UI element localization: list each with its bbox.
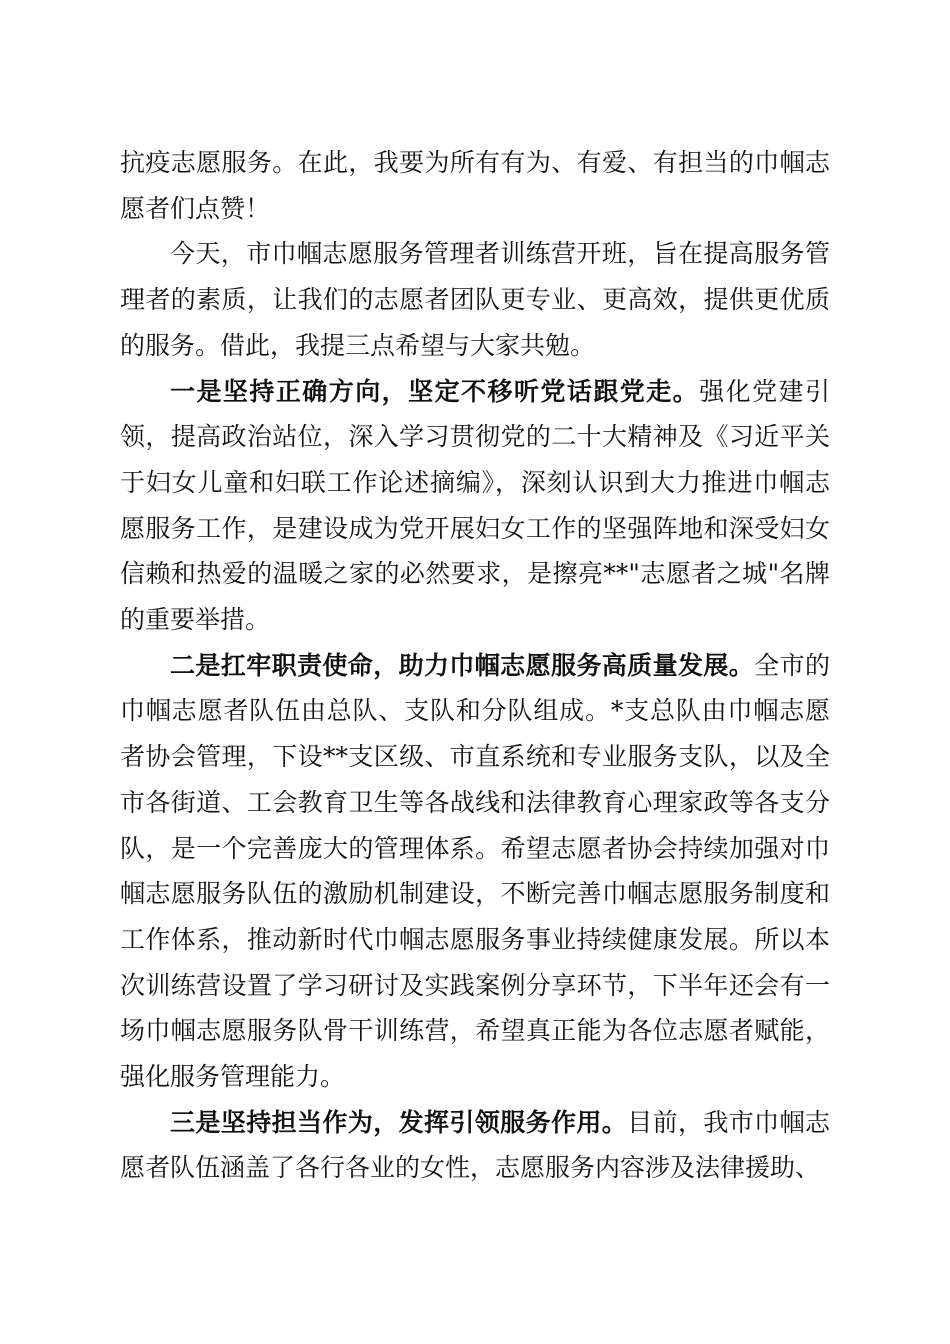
- paragraph-5-text: 目前，我市巾帼志愿者队伍涵盖了各行各业的女性，志愿服务内容涉及法律援助、: [120, 1107, 830, 1183]
- paragraph-5: [120, 1100, 830, 1191]
- paragraph-4-text: 全市的巾帼志愿者队伍由总队、支队和分队组成。*支总队由巾帼志愿者协会管理，下设**支区级、市直系统和专业服务支队，以及全市各街道、工会教育卫生等各战线和法律教育心理家政等各支分队，是一个完善庞大的管理体系。希望志愿者协会持续加强对巾帼志愿服务队伍的激励机制建设，不断完善巾帼志愿服务制度和工作体系，推动新时代巾帼志愿服务事业持续健康发展。所以本次训练营设置了学习研讨及实践案例分享环节，下半年还会有一场巾帼志愿服务队骨干训练营，希望真正能为各位志愿者赋能，强化服务管理能力。: [120, 650, 830, 1092]
- paragraph-1-text: 抗疫志愿服务。在此，我要为所有有为、有爱、有担当的巾帼志愿者们点赞！: [120, 148, 830, 223]
- paragraph-5-lead: 三是坚持担当作为，发挥引领服务作用。: [170, 1107, 628, 1137]
- paragraph-1: [120, 140, 830, 231]
- paragraph-4-lead: 二是扛牢职责使命，助力巾帼志愿服务高质量发展。: [170, 650, 755, 680]
- paragraph-3-text: 强化党建引领，提高政治站位，深入学习贯彻党的二十大精神及《习近平关于妇女儿童和妇联工作论述摘编》，深刻认识到大力推进巾帼志愿服务工作，是建设成为党开展妇女工作的坚强阵地和深受妇女信赖和热爱的温暖之家的必然要求，是擦亮**"志愿者之城"名牌的重要举措。: [120, 376, 830, 635]
- paragraph-3: [120, 369, 830, 643]
- document-body: [120, 140, 830, 1191]
- paragraph-2: [120, 231, 830, 368]
- paragraph-3-lead: 一是坚持正确方向，坚定不移听党话跟党走。: [170, 376, 700, 406]
- paragraph-2-text: 今天，市巾帼志愿服务管理者训练营开班，旨在提高服务管理者的素质，让我们的志愿者团队更专业、更高效，提供更优质的服务。借此，我提三点希望与大家共勉。: [120, 239, 830, 360]
- paragraph-4: [120, 643, 830, 1100]
